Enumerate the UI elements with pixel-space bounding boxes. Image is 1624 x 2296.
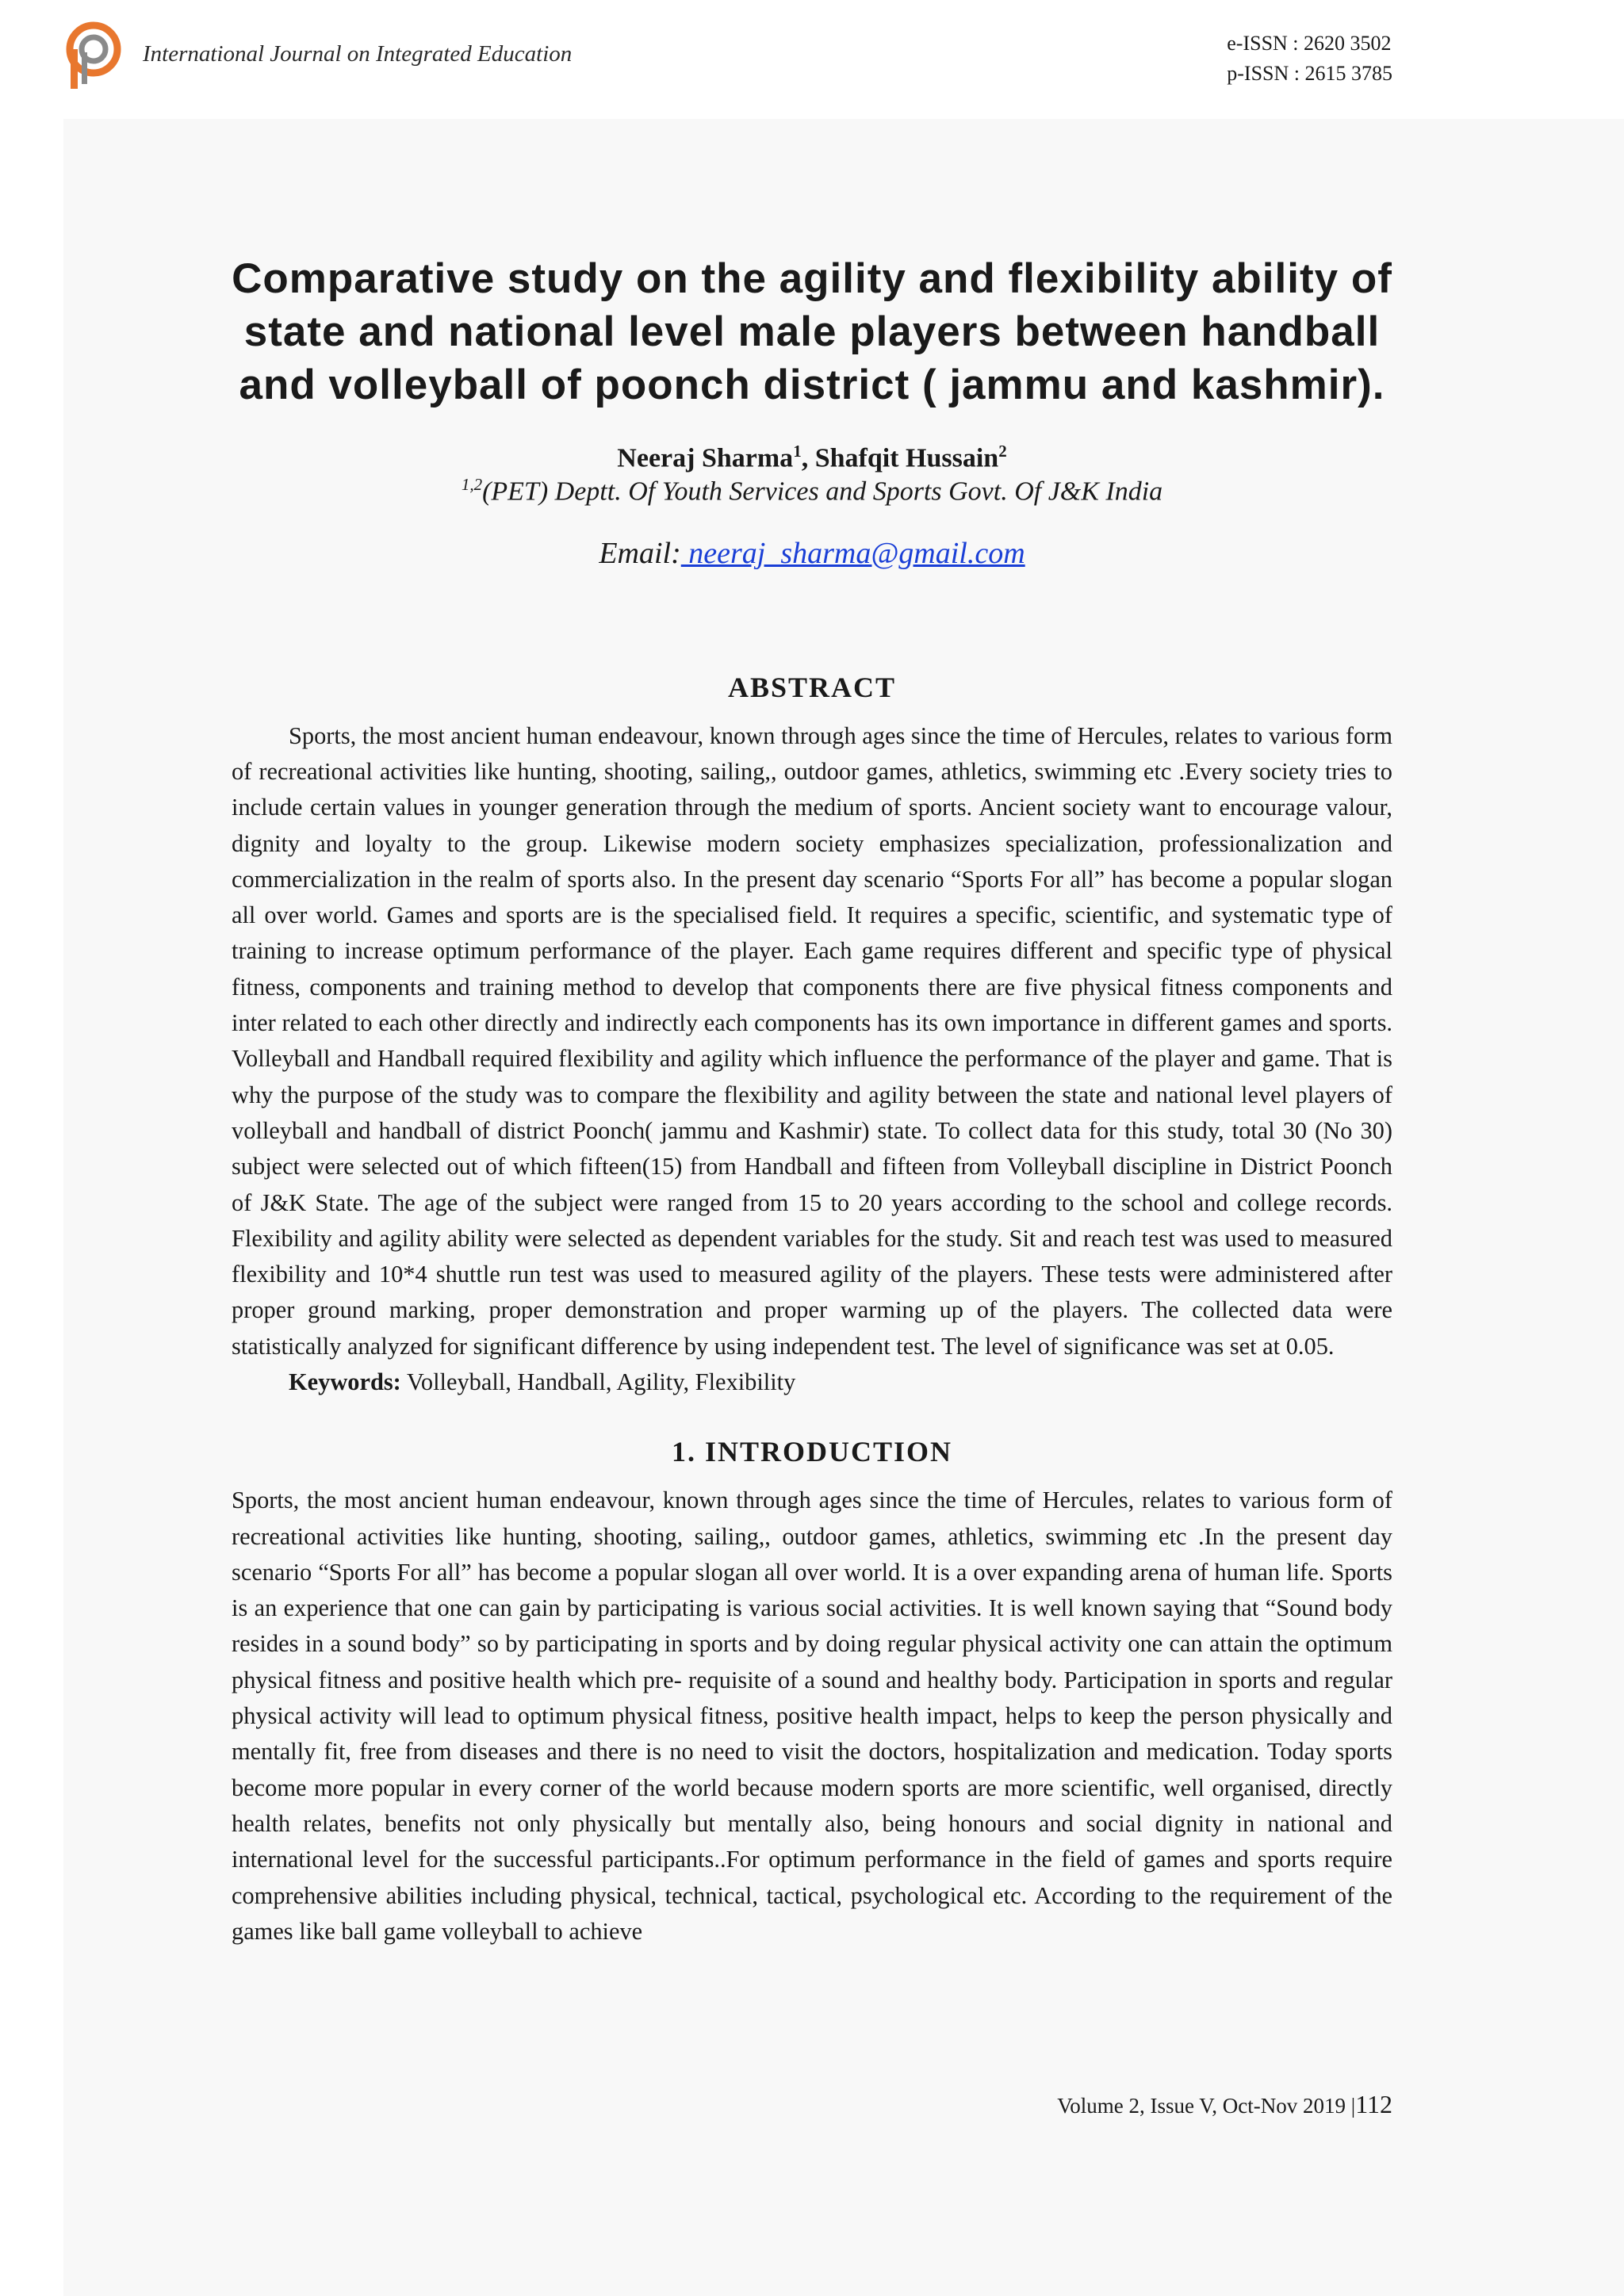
introduction-text: Sports, the most ancient human endeavour, known through ages since the time of Hercules, relates to various form of recreational activities like hunting, shooting, sailing,, outdoor games, athletics, swimming etc .In the present day scenario “Sports For all” has become a popular slogan all over world. It is a over expanding arena of human life. Sports is an experience that one can gain by participating is various social activities. It is well known saying that “Sound body resides in a sound body” so by participating in sports and by doing regular physical activity one can attain the optimum physical fitness and positive health which pre- requisite of a sound and healthy body. Participation in sports and regular physical activity will lead to optimum physical fitness, positive health impact, helps to keep the person physically and mentally fit, free from diseases and there is no need to visit the doctors, hospitalization and medication. Today sports become more popular in every corner of the world because modern sports are more scientific, well organised, directly health relates, benefits not only physically but mentally also, being honours and social dignity in national and international level for the successful participants..For optimum performance in the field of games and sports require comprehensive abilities including physical, technical, tactical, psychological etc. According to the requirement of the games like ball game volleyball to achieve [232,1487,1392,1945]
eissn: e-ISSN : 2620 3502 [1227,32,1392,55]
keywords-label: Keywords: [289,1368,401,1395]
issn-block [1227,29,1392,89]
issue-info: Volume 2, Issue V, Oct-Nov 2019 | [1057,2094,1356,2118]
author-superscript: 1 [793,442,802,461]
pissn: p-ISSN : 2615 3785 [1227,62,1392,85]
page-number: 112 [1355,2090,1392,2118]
introduction-heading: 1. INTRODUCTION [671,1436,953,1468]
journal-logo-icon [65,21,122,92]
article-body [232,252,1392,1950]
affiliation-text: (PET) Deptt. Of Youth Services and Sports Govt. Of J&K India [482,476,1163,507]
abstract-heading: ABSTRACT [727,671,897,703]
email-line [232,536,1392,571]
keywords-list: Volleyball, Handball, Agility, Flexibility [400,1368,796,1395]
paper-title: Comparative study on the agility and flexibility ability of state and national level male players between handball and volleyball of poonch district ( jammu and kashmir). [232,255,1392,408]
keywords [232,1364,1392,1400]
email-label: Email: [599,536,681,570]
author-name: Neeraj Sharma [617,443,794,473]
affiliation-superscript: 1,2 [461,475,483,495]
author-superscript: 2 [998,442,1007,461]
author-separator: , [801,443,815,473]
abstract-text: Sports, the most ancient human endeavour, known through ages since the time of Hercules, relates to various form of recreational activities like hunting, shooting, sailing,, outdoor games, athletics, swimming etc .Every society tries to include certain values in younger generation through the medium of sports. Ancient society want to encourage valour, dignity and loyalty to the group. Likewise modern society emphasizes specialization, professionalization and commercialization in the realm of sports also. In the present day scenario “Sports For all” has become a popular slogan all over world. Games and sports are is the specialised field. It requires a specific, scientific, and systematic type of training to increase optimum performance of the player. Each game requires different and specific type of physical fitness, components and training method to develop that components there are five physical fitness components and inter related to each other directly and indirectly each components has its own importance in different games and sports. Volleyball and Handball required flexibility and agility which influence the performance of the player and game. That is why the purpose of the study was to compare the flexibility and agility between the state and national level players of volleyball and handball of district Poonch( jammu and Kashmir) state. To collect data for this study, total 30 (No 30) subject were selected out of which fifteen(15) from Handball and fifteen from Volleyball discipline in District Poonch of J&K State. The age of the subject were ranged from 15 to 20 years according to the school and college records. Flexibility and agility ability were selected as dependent variables for the study. Sit and reach test was used to measured flexibility and 10*4 shuttle run test was used to measured agility of the players. These tests were administered after proper ground marking, proper demonstration and proper warming up of the players. The collected data were statistically analyzed for significant difference by using independent test. The level of significance was set at 0.05. [232,721,1392,1360]
affiliation [232,475,1392,507]
authors [232,442,1392,473]
page-header [0,0,1624,119]
author-name: Shafqit Hussain [814,443,999,473]
journal-name: International Journal on Integrated Education [143,41,573,67]
email-link[interactable]: neeraj_sharma@gmail.com [680,536,1025,570]
page-footer [1057,2090,1392,2119]
